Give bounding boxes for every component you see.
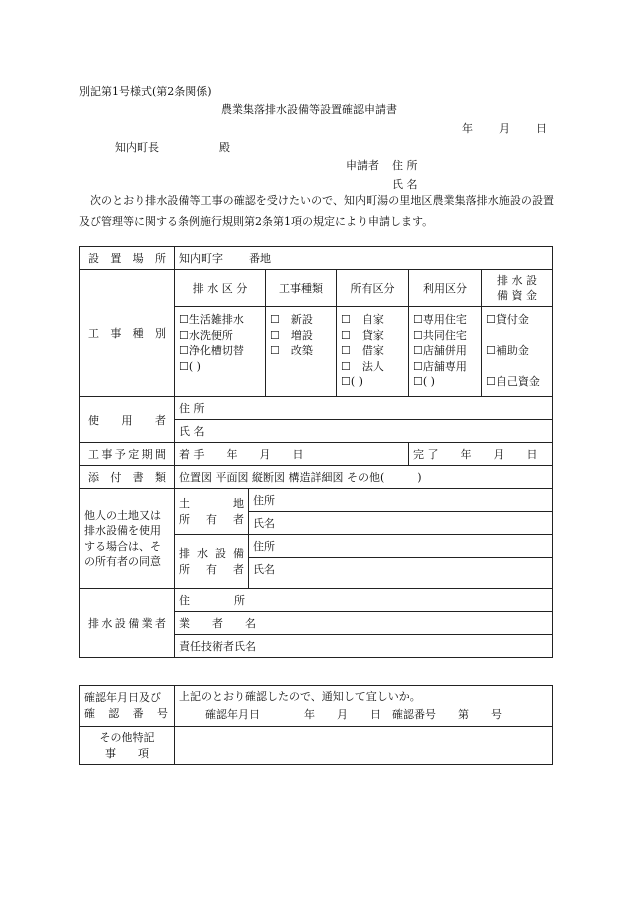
consent-label	[80, 489, 175, 589]
checkbox-loan[interactable]: ☐貸付金	[486, 313, 529, 326]
intro-paragraph: 次のとおり排水設備等工事の確認を受けたいので、知内町湯の里地区農業集落排水施設の設置及び管理等に関する条例施行規則第2条第1項の規定により申請します。	[79, 194, 554, 228]
user-address-field[interactable]	[175, 397, 553, 420]
row-location	[80, 247, 553, 270]
addressee: 知内町長	[115, 141, 159, 154]
facility-owner-label-line1: 排水設備	[179, 546, 244, 560]
contractor-engineer-field[interactable]	[175, 635, 553, 658]
usage-options	[409, 307, 482, 397]
date-month: 月	[499, 122, 510, 135]
land-owner-address-label: 住所	[253, 494, 275, 507]
applicant-name-label: 氏 名	[392, 178, 418, 191]
attachments-label: 添 付 書 類	[80, 466, 175, 489]
date-day: 日	[536, 122, 547, 135]
schedule-start-field[interactable]: 着 手 年 月 日	[175, 443, 409, 466]
facility-owner-address-field[interactable]	[249, 535, 553, 558]
facility-owner-label-line2: 所 有 者	[179, 562, 244, 576]
row-attachments	[80, 466, 553, 489]
checkbox-own-funds[interactable]: ☐自己資金	[486, 375, 540, 388]
checkbox-graywater[interactable]: ☐生活雑排水	[179, 313, 244, 326]
row-schedule	[80, 443, 553, 466]
header-usage: 利用区分	[409, 270, 482, 307]
contractor-address-label: 住 所	[179, 594, 245, 607]
header-funding-line1: 排 水 設	[497, 274, 538, 287]
honorific: 殿	[219, 141, 230, 154]
other-notes-label	[80, 727, 175, 765]
land-owner-address-field[interactable]	[249, 489, 553, 512]
confirmation-body	[175, 686, 553, 727]
confirmation-label-line2: 確 認 番 号	[84, 707, 168, 720]
contractor-engineer-label: 責任技術者氏名	[179, 640, 256, 653]
checkbox-rental-house[interactable]: ☐ 貸家	[341, 328, 384, 342]
other-notes-field[interactable]	[175, 727, 553, 765]
construction-type-label: 工 事 種 別	[80, 270, 175, 397]
consent-label-line3: する場合は、そ	[84, 539, 161, 553]
consent-label-line1: 他人の土地又は	[84, 508, 161, 522]
user-name-label: 氏 名	[179, 425, 205, 438]
land-owner-name-label: 氏名	[253, 517, 275, 530]
row-other-notes	[80, 727, 553, 765]
header-work-type: 工事種類	[266, 270, 337, 307]
checkbox-rented-house[interactable]: ☐ 借家	[341, 344, 384, 357]
funding-options	[482, 307, 553, 397]
user-address-label: 住 所	[179, 402, 205, 415]
schedule-end-field[interactable]: 完 了 年 月 日	[409, 443, 553, 466]
work-type-options	[266, 307, 337, 397]
ownership-options	[337, 307, 409, 397]
facility-owner-address-label: 住所	[253, 540, 275, 553]
facility-owner-name-field[interactable]	[249, 558, 553, 589]
land-owner-label-line2: 所 有 者	[179, 512, 244, 526]
row-construction-headers	[80, 270, 553, 307]
row-contractor-address	[80, 589, 553, 612]
checkbox-usage-other[interactable]: ☐( )	[413, 375, 435, 388]
checkbox-corporation[interactable]: ☐ 法人	[341, 359, 384, 373]
schedule-label: 工事予定期間	[80, 443, 175, 466]
checkbox-own-house[interactable]: ☐ 自家	[341, 313, 384, 326]
checkbox-flush-toilet[interactable]: ☐水洗便所	[179, 328, 233, 342]
checkbox-renovation[interactable]: ☐ 改築	[270, 344, 313, 357]
drainage-class-options	[175, 307, 266, 397]
contractor-company-label: 業 者 名	[179, 617, 256, 630]
application-form-table	[79, 246, 553, 658]
location-value[interactable]	[175, 247, 553, 270]
confirmation-date-number[interactable]: 確認年月日 年 月 日 確認番号 第 号	[205, 708, 502, 721]
checkbox-extension[interactable]: ☐ 増設	[270, 328, 313, 342]
land-owner-name-field[interactable]	[249, 512, 553, 535]
row-user-address	[80, 397, 553, 420]
facility-owner-label	[175, 535, 249, 589]
checkbox-new[interactable]: ☐ 新設	[270, 313, 313, 326]
row-confirmation	[80, 686, 553, 727]
checkbox-shop-only[interactable]: ☐店舗専用	[413, 359, 467, 373]
checkbox-shop-combined[interactable]: ☐店舗併用	[413, 344, 467, 357]
checkbox-drainage-other[interactable]: ☐( )	[179, 359, 201, 373]
document-title: 農業集落排水設備等設置確認申請書	[221, 103, 397, 116]
user-label: 使 用 者	[80, 397, 175, 443]
contractor-address-field[interactable]	[175, 589, 553, 612]
checkbox-ownership-other[interactable]: ☐( )	[341, 375, 363, 388]
date-year: 年	[462, 122, 473, 135]
consent-label-line2: 排水設備を使用	[84, 524, 161, 537]
attachments-field[interactable]: 位置図 平面図 縦断図 構造詳細図 その他( )	[175, 466, 553, 489]
header-ownership: 所有区分	[337, 270, 409, 307]
checkbox-shared-residence[interactable]: ☐共同住宅	[413, 328, 467, 342]
land-owner-label-line1: 土 地	[179, 496, 244, 510]
applicant-label: 申請者	[346, 159, 379, 172]
confirmation-label-line1: 確認年月日及び	[84, 691, 161, 704]
form-number: 別記第1号様式(第2条関係)	[79, 85, 212, 98]
confirmation-table	[79, 685, 553, 765]
confirmation-notice: 上記のとおり確認したので、通知して宜しいか。	[179, 690, 421, 703]
checkbox-septic-switch[interactable]: ☐浄化槽切替	[179, 344, 244, 357]
header-drainage-class: 排 水 区 分	[175, 270, 266, 307]
user-name-field[interactable]	[175, 420, 553, 443]
other-notes-label-line1: その他特記	[99, 730, 155, 744]
date-line	[462, 120, 547, 136]
land-owner-label	[175, 489, 249, 535]
header-funding	[482, 270, 553, 307]
location-prefix: 知内町字	[179, 252, 223, 265]
header-funding-line2: 備 資 金	[497, 289, 538, 302]
consent-label-line4: の所有者の同意	[84, 555, 161, 568]
contractor-label: 排水設備業者	[80, 589, 175, 658]
checkbox-subsidy[interactable]: ☐補助金	[486, 344, 529, 357]
row-land-owner-address	[80, 489, 553, 512]
other-notes-label-line2: 事 項	[105, 746, 149, 760]
confirmation-label	[80, 686, 175, 727]
checkbox-private-residence[interactable]: ☐専用住宅	[413, 313, 467, 326]
applicant-address-label: 住 所	[392, 159, 418, 172]
location-suffix: 番地	[249, 252, 271, 265]
location-label: 設 置 場 所	[80, 247, 175, 270]
facility-owner-name-label: 氏名	[253, 563, 275, 576]
contractor-company-field[interactable]	[175, 612, 553, 635]
